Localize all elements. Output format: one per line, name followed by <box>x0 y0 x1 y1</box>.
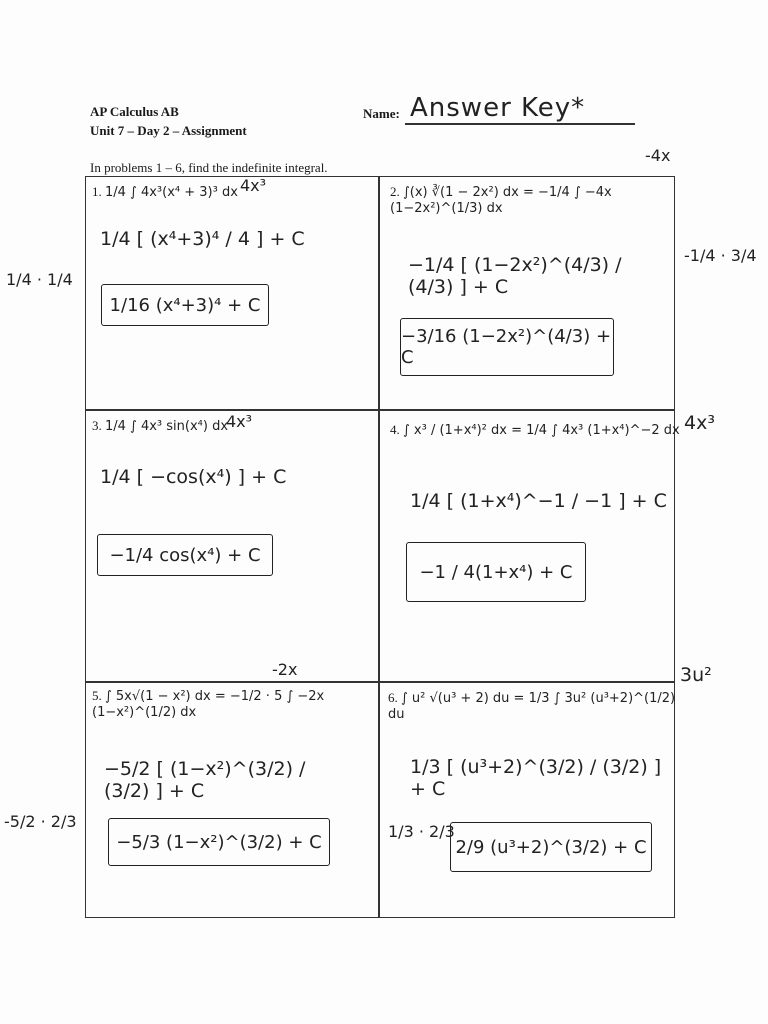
name-label: Name: <box>363 106 400 121</box>
problem-1-answer-box <box>101 284 269 326</box>
problem-4-answer: −1 / 4(1+x⁴) + C <box>419 561 573 583</box>
problem-1-number: 1. <box>92 184 102 199</box>
problem-6-answer-box <box>450 822 652 872</box>
margin-note-left-top: 1/4 · 1/4 <box>6 270 73 289</box>
problem-2-integral-text: ∫(x) ∛(1 − 2x²) dx = −1/4 ∫ −4x (1−2x²)^(1/3) dx <box>390 185 612 216</box>
problem-3-integral-text: 1/4 ∫ 4x³ sin(x⁴) dx <box>105 419 229 434</box>
problem-6-side-note: 1/3 · 2/3 <box>388 822 455 841</box>
problem-6-answer: 2/9 (u³+2)^(3/2) + C <box>455 836 647 858</box>
problem-1-work: 1/4 [ (x⁴+3)⁴ / 4 ] + C <box>100 228 305 250</box>
problem-1-integral-text: 1/4 ∫ 4x³(x⁴ + 3)³ dx <box>105 185 238 200</box>
problem-2-number: 2. <box>390 184 400 199</box>
instructions: In problems 1 – 6, find the indefinite integral. <box>90 160 328 175</box>
name-underline <box>405 123 635 125</box>
problem-4-number: 4. <box>390 422 400 437</box>
problem-2-answer: −3/16 (1−2x²)^(4/3) + C <box>401 326 612 368</box>
problem-2-answer-box <box>400 318 614 376</box>
problem-2-work: −1/4 [ (1−2x²)^(4/3) / (4/3) ] + C <box>408 254 622 298</box>
problem-5-note: -2x <box>272 660 298 679</box>
course-title: AP Calculus AB <box>90 104 179 119</box>
grid-divider-row1 <box>86 409 674 411</box>
problem-6-number: 6. <box>388 690 398 705</box>
problem-3-note: 4x³ <box>226 412 253 431</box>
problem-5-answer: −5/3 (1−x²)^(3/2) + C <box>116 831 322 853</box>
margin-note-right-mid: 4x³ <box>684 412 715 434</box>
problem-4-integral-text: ∫ x³ / (1+x⁴)² dx = 1/4 ∫ 4x³ (1+x⁴)^−2 dx <box>403 423 680 438</box>
problem-5-work: −5/2 [ (1−x²)^(3/2) / (3/2) ] + C <box>104 758 306 802</box>
problem-3-answer-box <box>97 534 273 576</box>
grid-divider-row2 <box>86 681 674 683</box>
name-value: Answer Key* <box>410 93 586 123</box>
margin-note-right-bottom: 3u² <box>680 664 712 686</box>
margin-note-right-top: -1/4 · 3/4 <box>684 246 757 265</box>
problem-5-number: 5. <box>92 688 102 703</box>
problem-3-work: 1/4 [ −cos(x⁴) ] + C <box>100 466 287 488</box>
problem-1-answer: 1/16 (x⁴+3)⁴ + C <box>109 294 261 316</box>
margin-note-left-bottom: -5/2 · 2/3 <box>4 812 77 831</box>
problem-4-integral <box>390 422 680 438</box>
problem-2-integral <box>390 184 680 216</box>
problem-3-integral <box>92 418 242 434</box>
problem-3-number: 3. <box>92 418 102 433</box>
problem-5-answer-box <box>108 818 330 866</box>
problem-6-work: 1/3 [ (u³+2)^(3/2) / (3/2) ] + C <box>410 756 662 800</box>
grid-divider-vertical <box>378 177 380 917</box>
problem-5-integral-text: ∫ 5x√(1 − x²) dx = −1/2 · 5 ∫ −2x (1−x²)^(1/2) dx <box>92 689 325 720</box>
problem-5-integral <box>92 688 372 720</box>
problem-1-note: 4x³ <box>240 176 267 195</box>
unit-title: Unit 7 – Day 2 – Assignment <box>90 123 247 138</box>
problem-6-integral-text: ∫ u² √(u³ + 2) du = 1/3 ∫ 3u² (u³+2)^(1/2) du <box>388 691 676 722</box>
margin-note-top-right: -4x <box>645 146 671 165</box>
problem-6-integral <box>388 690 678 722</box>
problem-4-answer-box <box>406 542 586 602</box>
problem-3-answer: −1/4 cos(x⁴) + C <box>109 544 261 566</box>
problem-4-work: 1/4 [ (1+x⁴)^−1 / −1 ] + C <box>410 490 667 512</box>
